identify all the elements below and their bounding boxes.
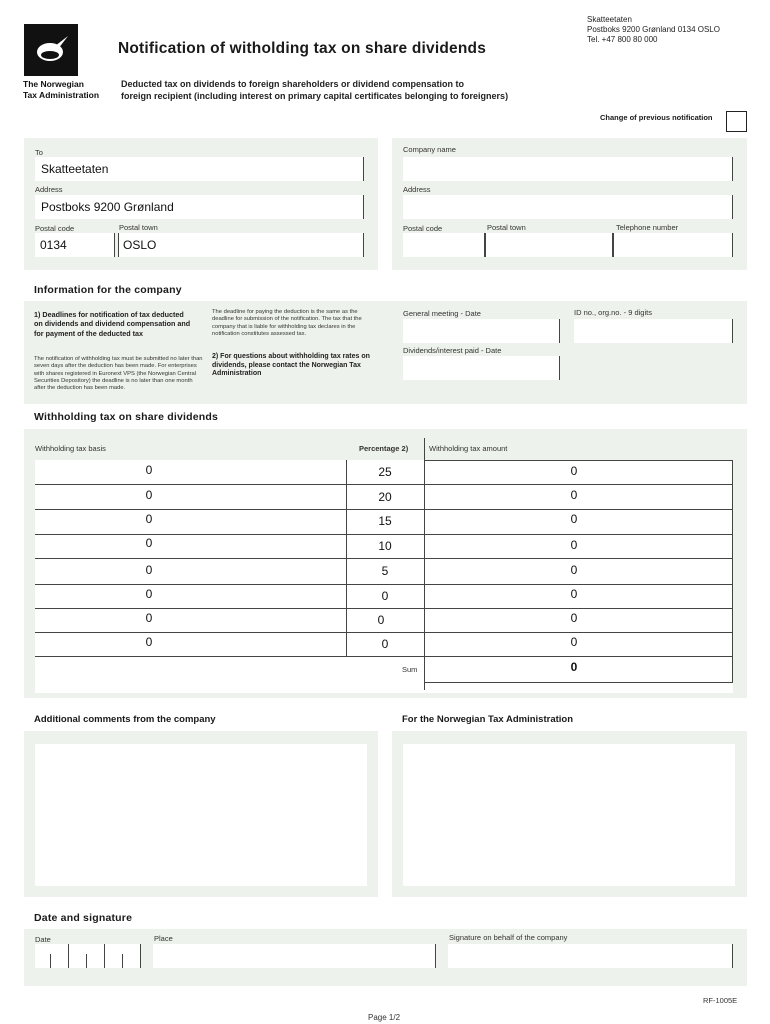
pct-cell: 15: [378, 514, 392, 528]
org-phone: Tel. +47 800 80 000: [587, 35, 658, 44]
date-tick: [122, 954, 123, 968]
date-tick: [68, 944, 69, 968]
company-postal-code-label: Postal code: [403, 224, 443, 233]
to-address-label: Address: [35, 185, 63, 194]
signature-label: Signature on behalf of the company: [449, 933, 568, 942]
place-label: Place: [154, 934, 173, 943]
amount-cell: 0: [570, 611, 578, 625]
pct-cell: 0: [381, 589, 389, 603]
amount-cell: 0: [570, 512, 578, 526]
basis-cell: 0: [145, 611, 153, 625]
org-postal-address: Postboks 9200 Grønland 0134 OSLO: [587, 25, 720, 34]
signature-field[interactable]: [448, 944, 733, 968]
id-no-field[interactable]: [574, 319, 733, 343]
table-rule-right: [732, 460, 733, 683]
logo-text-line-2: Tax Administration: [23, 89, 100, 100]
logo-icon: [24, 24, 78, 76]
gm-date-field[interactable]: [403, 319, 560, 343]
amount-cell: 0: [570, 587, 578, 601]
amount-cell: 0: [570, 563, 578, 577]
sum-value: 0: [570, 660, 578, 674]
date-tick: [104, 944, 105, 968]
gm-date-label: General meeting - Date: [403, 309, 481, 318]
nta-heading: For the Norwegian Tax Administration: [402, 714, 574, 725]
company-postal-town-label: Postal town: [487, 223, 526, 232]
company-name-field[interactable]: [403, 157, 733, 181]
pct-cell: 0: [381, 637, 389, 651]
change-label: Change of previous notification: [600, 113, 713, 122]
pct-cell: 20: [378, 490, 392, 504]
amount-cell: 0: [570, 635, 578, 649]
form-id: RF-1005E: [703, 996, 738, 1005]
page-title: Notification of witholding tax on share dividends: [118, 40, 487, 57]
basis-cell: 0: [145, 512, 153, 526]
company-address-label: Address: [403, 185, 431, 194]
paid-date-label: Dividends/interest paid - Date: [403, 346, 502, 355]
col-amount-header: Withholding tax amount: [429, 444, 508, 453]
row-rule: [35, 484, 733, 485]
place-field[interactable]: [153, 944, 436, 968]
company-postal-code-field[interactable]: [403, 233, 485, 257]
to-value: Skatteetaten: [41, 162, 109, 176]
paid-date-field[interactable]: [403, 356, 560, 380]
basis-cell: 0: [145, 536, 153, 550]
info-note-1-title: 1) Deadlines for notification of tax deducted on dividends and dividend compensation and for payment of the deducted tax: [34, 310, 191, 338]
row-rule: [35, 656, 733, 657]
page-subtitle: [121, 78, 508, 102]
date-tick: [86, 954, 87, 968]
pct-cell: 0: [377, 613, 385, 627]
date-tick: [140, 944, 141, 968]
id-no-label: ID no., org.no. - 9 digits: [574, 308, 652, 317]
col-basis-header: Withholding tax basis: [35, 444, 106, 453]
row-rule: [35, 509, 733, 510]
to-panel: [24, 138, 378, 270]
info-note-1-right: The deadline for paying the deduction is the same as the deadline for submission of the notification. The tax that the company that is liable for withholding tax declares in the notification constitutes assessed tax.: [212, 309, 362, 337]
org-address: [587, 15, 720, 45]
amount-cell: 0: [570, 538, 578, 552]
withholding-heading: Withholding tax on share dividends: [34, 411, 219, 423]
company-comments-heading: Additional comments from the company: [34, 714, 216, 725]
company-postal-town-field[interactable]: [485, 233, 613, 257]
date-field[interactable]: [35, 944, 141, 968]
page-subtitle-line-1: Deducted tax on dividends to foreign shareholders or dividend compensation to: [121, 79, 465, 89]
row-rule: [35, 584, 733, 585]
nta-panel: [392, 731, 747, 897]
row-rule: [35, 558, 733, 559]
table-body: [35, 460, 733, 693]
sum-rule: [424, 682, 733, 683]
company-telephone-label: Telephone number: [616, 223, 679, 232]
logo-text: [23, 79, 99, 100]
info-panel: [24, 301, 747, 404]
info-note-1-body: The notification of withholding tax must be submitted no later than seven days after the deduction has been made. For enterprises with shares registered in Euronext VPS (the Norwegian Central Securities Depository) the deadline is no later than one month after the deduction has been made.: [34, 356, 203, 392]
info-note-2: 2) For questions about withholding tax rates on dividends, please contact the Norwegian Tax Administration: [212, 353, 370, 377]
basis-cell: 0: [145, 488, 153, 502]
page-subtitle-line-2: foreign recipient (including interest on primary capital certificates belonging to foreigners): [121, 91, 509, 101]
logo: [24, 24, 78, 76]
basis-cell: 0: [145, 563, 153, 577]
page-number: Page 1/2: [368, 1013, 401, 1022]
change-checkbox[interactable]: [726, 111, 747, 132]
col-pct-header: Percentage 2): [359, 444, 409, 453]
withholding-panel: [24, 429, 747, 698]
nta-field[interactable]: [403, 744, 735, 886]
to-postal-code-label: Postal code: [35, 224, 75, 233]
date-tick: [50, 954, 51, 968]
row-rule: [35, 534, 733, 535]
sum-label: Sum: [402, 665, 418, 674]
row-rule: [35, 632, 733, 633]
date-label: Date: [35, 935, 51, 944]
logo-text-line-1: The Norwegian: [23, 79, 84, 89]
amount-cell: 0: [570, 464, 578, 478]
row-rule: [35, 608, 733, 609]
company-panel: [392, 138, 747, 270]
company-address-field[interactable]: [403, 195, 733, 219]
basis-cell: 0: [145, 635, 153, 649]
company-comments-panel: [24, 731, 378, 897]
basis-cell: 0: [145, 587, 153, 601]
pct-cell: 25: [378, 465, 392, 479]
to-postal-town-label: Postal town: [119, 223, 158, 232]
to-postal-town-value: OSLO: [123, 238, 157, 252]
to-label: To: [35, 148, 43, 157]
amount-cell: 0: [570, 488, 578, 502]
company-name-label: Company name: [403, 145, 456, 154]
company-comments-field[interactable]: [35, 744, 367, 886]
company-telephone-field[interactable]: [613, 233, 733, 257]
to-address-value: Postboks 9200 Grønland: [41, 200, 174, 214]
basis-cell: 0: [145, 463, 153, 477]
to-postal-code-value: 0134: [40, 238, 67, 252]
info-heading: Information for the company: [34, 284, 182, 296]
signature-heading: Date and signature: [34, 912, 133, 924]
pct-cell: 5: [381, 564, 389, 578]
org-name: Skatteetaten: [587, 15, 632, 24]
signature-panel: [24, 929, 747, 986]
pct-cell: 10: [378, 539, 392, 553]
